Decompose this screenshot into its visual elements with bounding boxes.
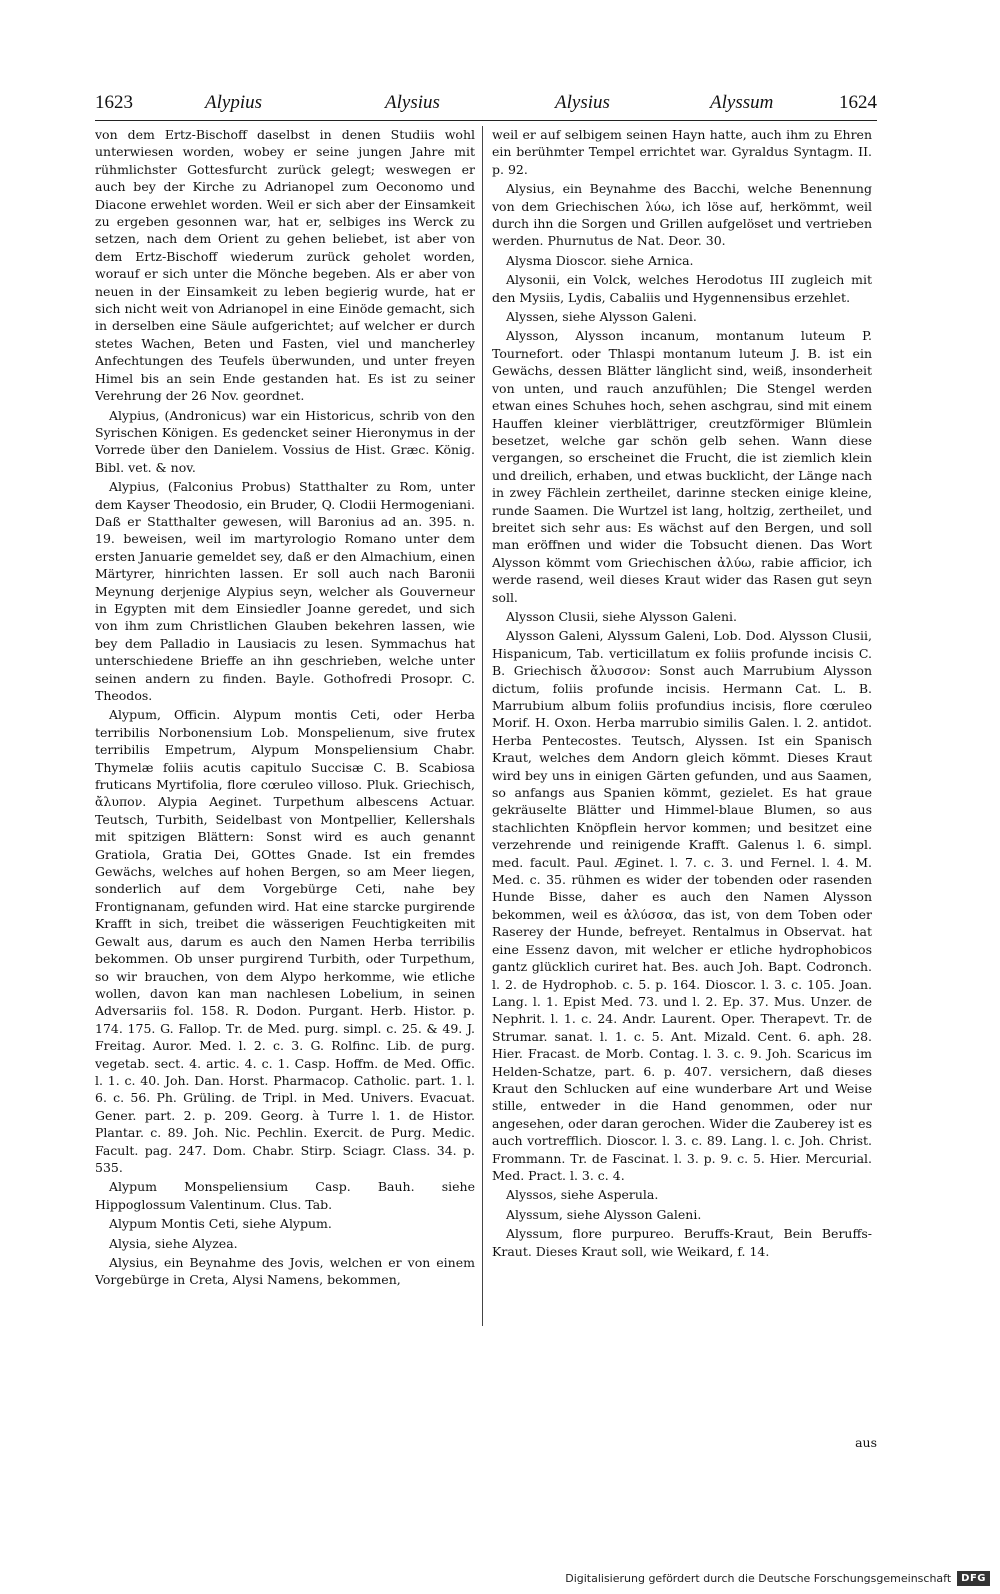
entry-paragraph: Alysius, ein Beynahme des Jovis, welchen er von einem Vorgebürge in Creta, Alysi Namens, bekommen, — [95, 1255, 475, 1288]
entry-paragraph: von dem Ertz-Bischoff daselbst in denen Studiis wohl unterwiesen worden, wobey er seine jungen Jahre mit rühmlichster Gottesfurcht zurück gelegt; weswegen er auch bey der Kirche zu Adrianopel zum Oeconomo und Diacone erwehlet worden. Weil er sich aber der Einsamkeit zu ergeben gesonnen war, hat er, selbiges ins Werck zu setzen, nach dem Orient zu gehen beliebet, ist aber von dem Ertz-Bischoff wiederum zurück geholet worden, worauf er sich unter die Mönche begeben. Als er aber von neuen in der Einsamkeit zu leben begierig wurde, hat er sich nicht weit von Adrianopel in eine Einöde gemacht, sich in derselben eine Säule aufgerichtet; auf welcher er durch stetes Wachen, Beten und Fasten, viel und mancherley Anfechtungen des Teufels überwunden, und unter freyen Himel bis an sein Ende gestanden hat. Es ist zu seiner Verehrung der 26 Nov. geordnet. — [95, 127, 475, 404]
entry-paragraph: Alyssos, siehe Asperula. — [506, 1187, 659, 1203]
text-columns — [95, 126, 877, 1448]
entry-paragraph: Alysson, Alysson incanum, montanum luteum P. Tournefort. oder Thlaspi montanum luteum J. B. ist ein Gewächs, dessen Blätter länglicht sind, weiß, insonderheit von unten, und rauch anzufühlen; Die Stengel werden etwan eines Schuhes hoch, sehen aschgrau, sind mit einem Hauffen kleiner vierblättriger, creutzförmiger Blümlein besetzet, welche gar schön gelb sehen. Wann diese vergangen, so erscheinet die Frucht, die ist ziemlich klein und dreilich, erhaben, und etwas bucklicht, der Länge nach in zwey Fächlein zertheilet, darinne stecken einige kleine, runde Saamen. Die Wurtzel ist lang, holtzig, zertheilet, und breitet sich sehr aus: Es wächst auf den Bergen, und soll man eröffnen und wider die Tobsucht dienen. Das Wort Alysson kömmt vom Griechischen ἀλύω, rabie afficior, ich werde rasend, weil dieses Kraut wider das Rasen gut seyn soll. — [492, 328, 872, 605]
page-number-right: 1624 — [839, 92, 877, 113]
book-page — [95, 88, 877, 1448]
header-keyword-3: Alysius — [555, 92, 610, 113]
column-divider — [482, 126, 483, 1326]
entry-paragraph: Alyssen, siehe Alysson Galeni. — [506, 309, 697, 325]
header-rule — [95, 120, 877, 121]
catchword: aus — [855, 1435, 877, 1450]
left-column — [95, 126, 475, 1448]
header-keyword-1: Alypius — [205, 92, 262, 113]
entry-paragraph: Alypius, (Falconius Probus) Statthalter zu Rom, unter dem Kayser Theodosio, ein Bruder, Q. Clodii Hermogeniani. Daß er Statthalter gewesen, will Baronius ad an. 395. n. 19. beweisen, weil im martyrologio Romano unter dem ersten Januarie gemeldet sey, daß er den Almachium, einen Märtyrer, hinrichten lassen. Er soll auch nach Baronii Meynung derjenige Alypius seyn, welcher als Gouverneur in Egypten mit dem Einsiedler Joanne geredet, und sich von ihm zum Christlichen Glauben bekehren lassen, wie bey dem Palladio in Lausiacis zu lesen. Symmachus hat unterschiedene Brieffe an ihn geschrieben, welche unter seinen andern zu finden. Bayle. Gothofredi Prosopr. C. Theodos. — [95, 479, 475, 703]
entry-paragraph: Alysma Dioscor. siehe Arnica. — [506, 252, 694, 268]
footer-text: Digitalisierung gefördert durch die Deutsche Forschungsgemeinschaft — [565, 1572, 952, 1585]
entry-paragraph: Alyssum, siehe Alysson Galeni. — [506, 1206, 702, 1222]
entry-paragraph: Alyssum, flore purpureo. Beruffs-Kraut, Bein Beruffs-Kraut. Dieses Kraut soll, wie Weikard, f. 14. — [492, 1226, 872, 1259]
header-keyword-2: Alysius — [385, 92, 440, 113]
header-keyword-4: Alyssum — [710, 92, 774, 113]
entry-paragraph: Alysia, siehe Alyzea. — [109, 1235, 238, 1251]
entry-paragraph: Alysonii, ein Volck, welches Herodotus III zugleich mit den Mysiis, Lydis, Cabaliis und Hygennensibus erzehlet. — [492, 272, 872, 305]
entry-paragraph: Alysson Galeni, Alyssum Galeni, Lob. Dod. Alysson Clusii, Hispanicum, Tab. verticillatum ex foliis profunde incisis C. B. Griechisch ἄλυσσον: Sonst auch Marrubium Alysson dictum, foliis profunde incisis. Hermann Cat. L. B. Marrubium album foliis profundius incisis, flore cœruleo Morif. H. Oxon. Herba marrubio similis Galen. l. 2. antidot. Herba Pentecostes. Teutsch, Alyssen. Ist ein Spanisch Kraut, welches dem Andorn gleich kömmt. Dieses Kraut wird bey uns in einigen Gärten gefunden, und aus Saamen, so anfangs aus Spanien kömmt, gezielet. Es hat graue gekräuselte Blätter und Himmel-blaue Blumen, so aus stachlichten Knöpflein hervor kommen; und besitzet eine verzehrende und reinigende Krafft. Galenus l. 6. simpl. med. facult. Paul. Æginet. l. 7. c. 3. und Fernel. l. 4. M. Med. c. 35. rühmen es wider der tobenden oder rasenden Hunde Bisse, daher es auch den Namen Alysson bekommen, weil es ἀλύσσα, das ist, von dem Toben oder Raserey der Hunde, befreyet. Rentalmus in Observat. hat eine Essenz davon, mit welcher er etliche hydrophobicos gantz glücklich curiret hat. Bes. auch Joh. Bapt. Codronch. l. 2. de Hydrophob. c. 5. p. 164. Dioscor. l. 3. c. 105. Joan. Lang. l. 1. Epist Med. 73. und l. 2. Ep. 37. Mus. Unzer. de Nephrit. l. 1. c. 24. Andr. Laurent. Oper. Therapevt. Tr. de Strumar. sanat. l. 1. c. 5. Ant. Mizald. Cent. 6. aph. 28. Hier. Fracast. de Morb. Contag. l. 3. c. 9. Joh. Scaricus im Helden-Schatze, part. 6. p. 407. versichern, daß dieses Kraut den Schlucken auf eine wunderbare Art und Weise stille, entweder in die Hand genommen, oder nur angesehen, oder daran gerochen. Wider die Zauberey ist es auch vortrefflich. Dioscor. l. 3. c. 89. Lang. l. c. Joh. Christ. Frommann. Tr. de Fascinat. l. 3. p. 9. c. 5. Hier. Mercurial. Med. Pract. l. 3. c. 4. — [492, 628, 872, 1183]
entry-paragraph: Alypum, Officin. Alypum montis Ceti, oder Herba terribilis Norbonensium Lob. Monspelienum, sive frutex terribilis Empetrum, Alypum Monspeliensium Chabr. Thymelæ foliis acutis capitulo Succisæ C. B. Scabiosa fruticans Myrtifolia, flore cœruleo villoso. Pluk. Griechisch, ἄλυπον. Alypia Aeginet. Turpethum albescens Actuar. Teutsch, Turbith, Seidelbast von Montpellier, Kellershals mit spitzigen Blättern: Sonst wird es auch genannt Gratiola, Gratia Dei, GOttes Gnade. Ist ein fremdes Gewächs, welches auf hohen Bergen, so am Meer liegen, sonderlich auf dem Vorgebürge Ceti, nahe bey Frontignanam, gefunden wird. Hat eine starcke purgirende Krafft in sich, treibet die wässerigen Feuchtigkeiten mit Gewalt aus, darum es auch den Namen Herba terribilis bekommen. Ob unser purgirend Turbith, oder Turpethum, so wir brauchen, von dem Alypo herkomme, wie etliche wollen, davon kan man nachlesen Lobelium, in seinen Adversariis fol. 158. R. Dodon. Purgant. Herb. Histor. p. 174. 175. G. Fallop. Tr. de Med. purg. simpl. c. 25. & 49. J. Freitag. Auror. Med. l. 2. c. 3. G. Rolfinc. Lib. de purg. vegetab. sect. 4. artic. 4. c. 1. Casp. Hoffm. de Med. Offic. l. 1. c. 40. Joh. Dan. Horst. Pharmacop. Catholic. part. 1. l. 6. c. 56. Ph. Grüling. de Tripl. in Med. Univers. Evacuat. Gener. part. 2. p. 209. Georg. à Turre l. 1. de Histor. Plantar. c. 89. Joh. Nic. Pechlin. Exercit. de Purg. Medic. Facult. pag. 247. Dom. Chabr. Stirp. Sciagr. Class. 34. p. 535. — [95, 707, 475, 1175]
page-number-left: 1623 — [95, 92, 133, 113]
running-header — [95, 88, 877, 118]
dfg-logo: DFG — [957, 1571, 990, 1586]
entry-paragraph: Alysius, ein Beynahme des Bacchi, welche Benennung von dem Griechischen λύω, ich löse auf, herkömmt, weil durch ihn die Sorgen und Grillen aufgelöset und vertrieben werden. Phurnutus de Nat. Deor. 30. — [492, 181, 872, 249]
right-column — [492, 126, 872, 1448]
entry-paragraph: Alypum Montis Ceti, siehe Alypum. — [109, 1216, 332, 1232]
entry-paragraph: weil er auf selbigem seinen Hayn hatte, auch ihm zu Ehren ein berühmter Tempel errichtet war. Gyraldus Syntagm. II. p. 92. — [492, 127, 872, 177]
entry-paragraph: Alypum Monspeliensium Casp. Bauh. siehe Hippoglossum Valentinum. Clus. Tab. — [95, 1179, 475, 1212]
entry-paragraph: Alysson Clusii, siehe Alysson Galeni. — [506, 608, 737, 624]
entry-paragraph: Alypius, (Andronicus) war ein Historicus, schrib von den Syrischen Königen. Es gedencket seiner Hieronymus in der Vorrede über den Danielem. Vossius de Hist. Græc. König. Bibl. vet. & nov. — [95, 407, 475, 475]
footer-credit — [565, 1571, 990, 1586]
